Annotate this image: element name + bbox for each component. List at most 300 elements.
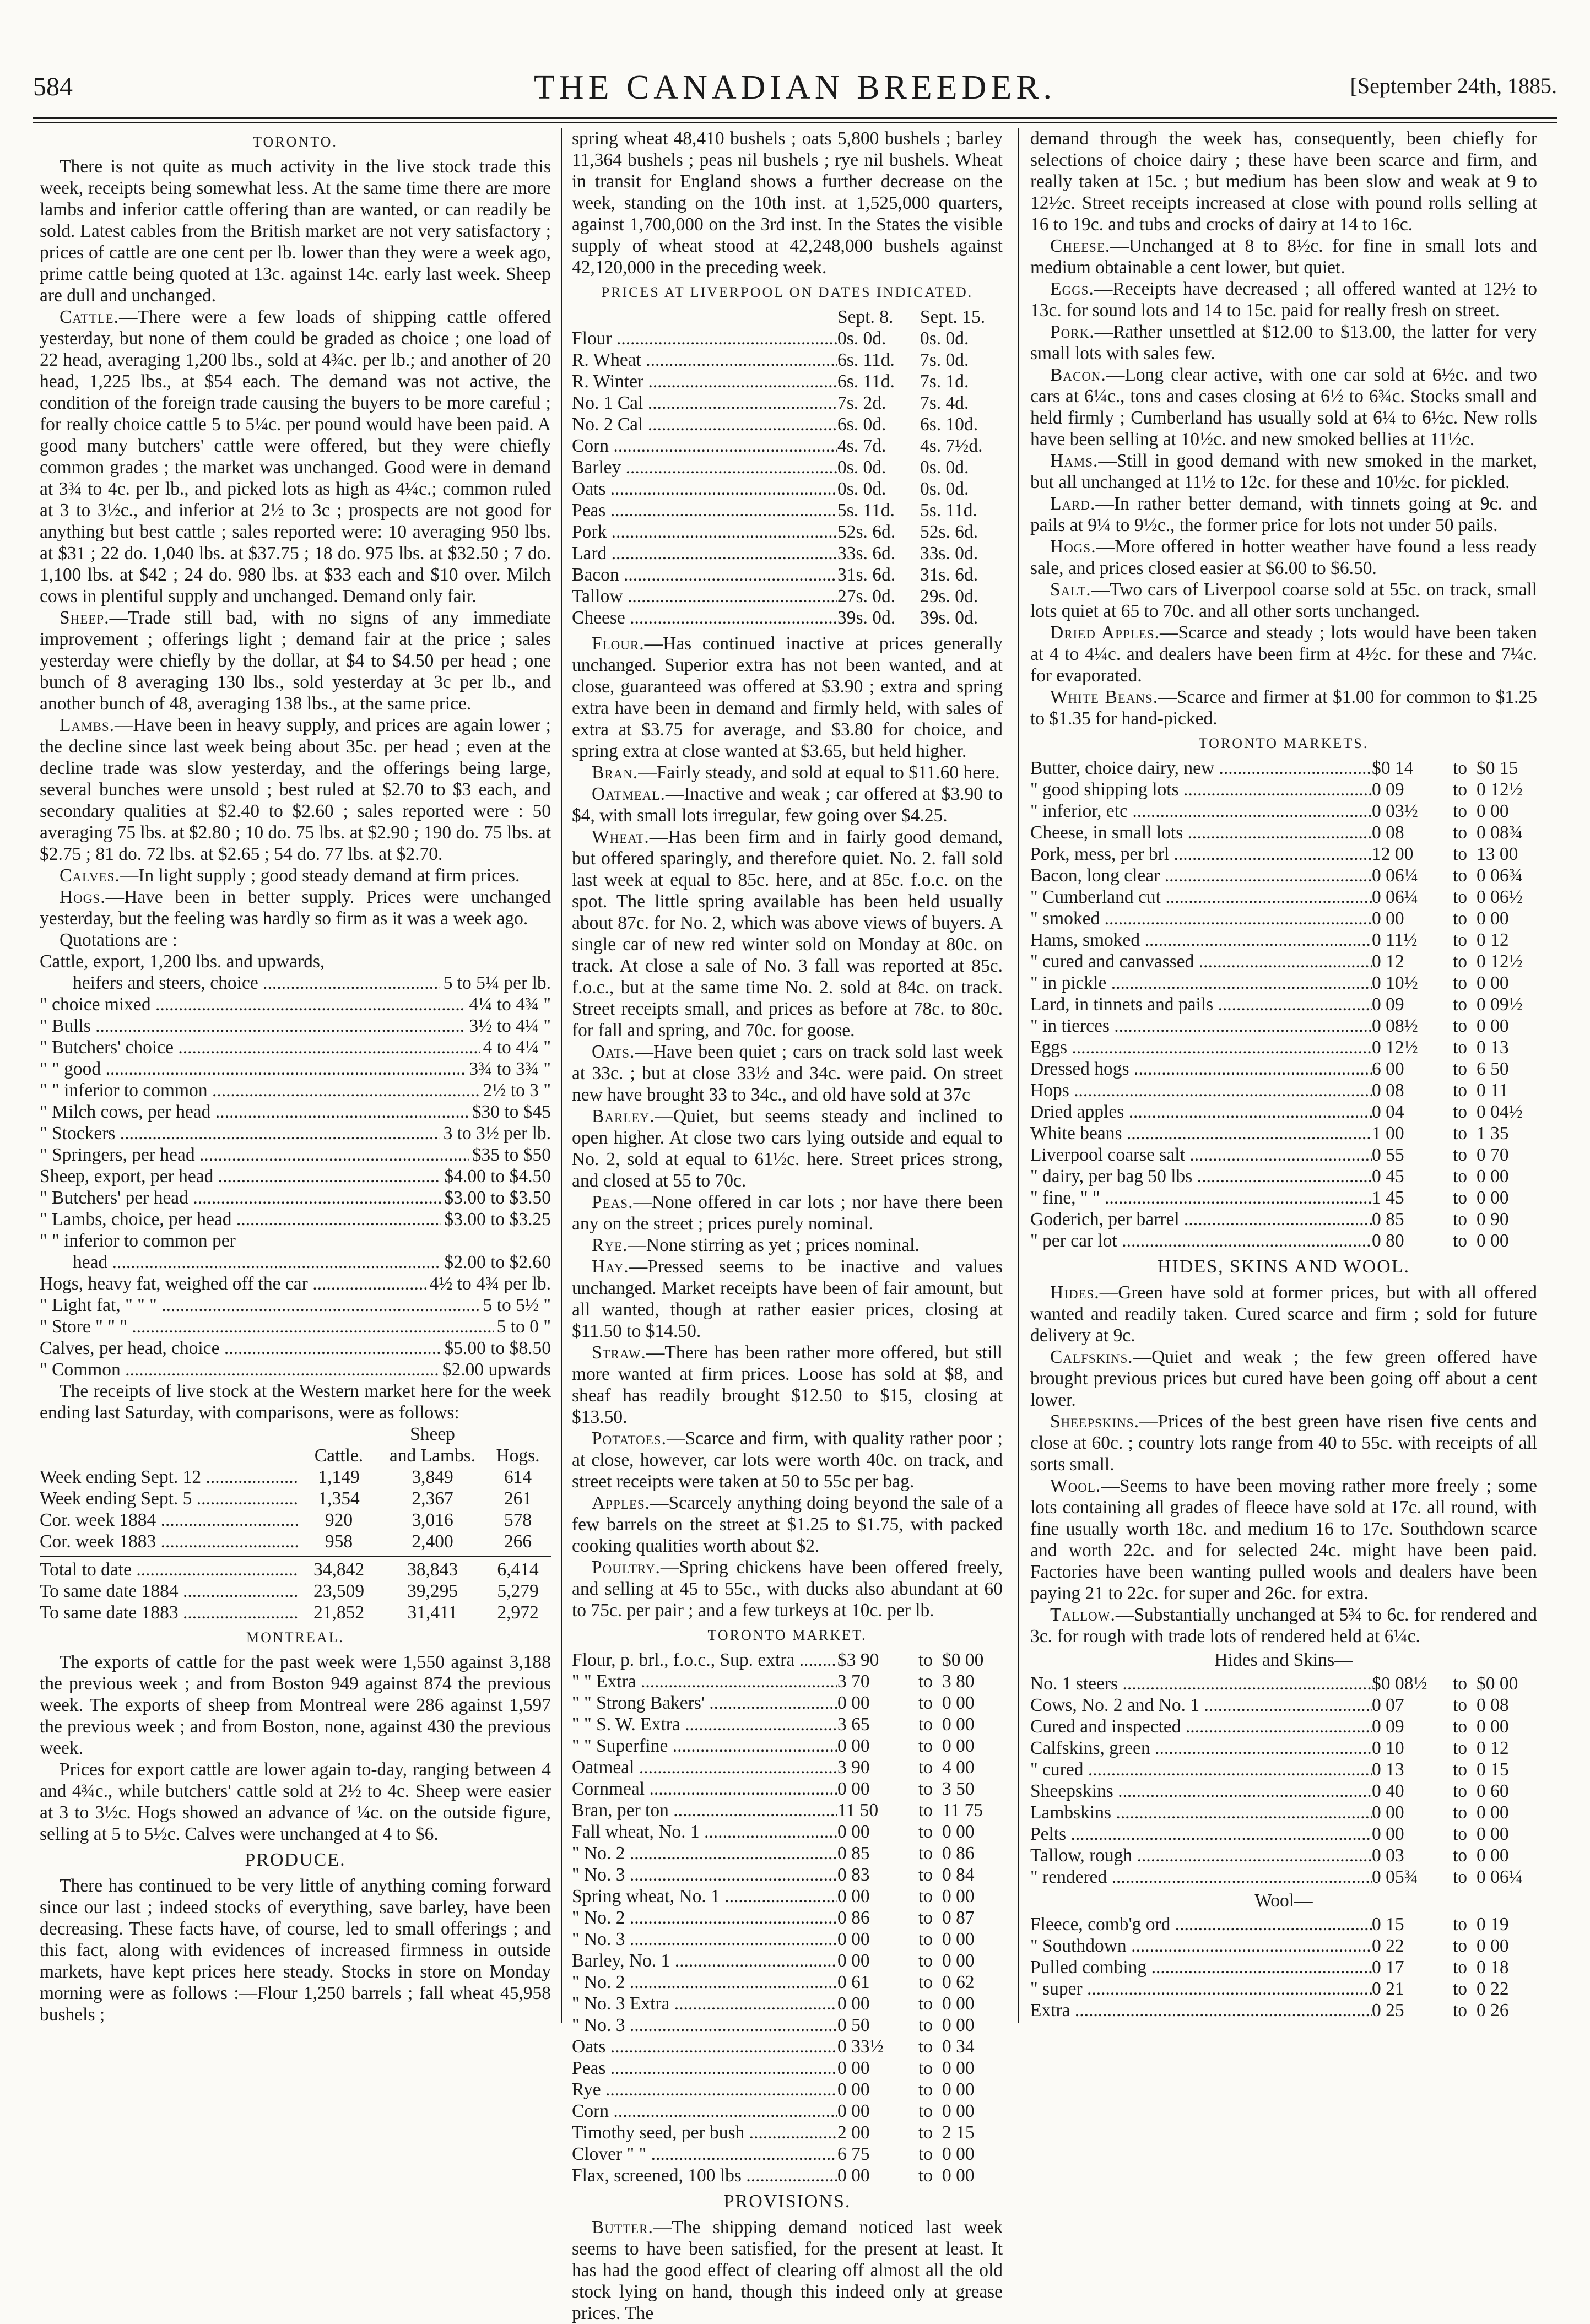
table-cell: 0 10½ xyxy=(1372,973,1418,993)
table-cell: to xyxy=(918,1736,933,1756)
hides-skins-table xyxy=(1030,1673,1537,1888)
section-heading: PRICES AT LIVERPOOL ON DATES INDICATED. xyxy=(601,284,974,300)
paragraph-text: —In rather better demand, with tinnets going at 9c. and pails at 9¼ to 9½c., the former price for lots not under 50 pails. xyxy=(1030,494,1537,535)
quotation-row xyxy=(40,1337,551,1359)
table-row xyxy=(572,564,1003,586)
paragraph-lead: Cattle. xyxy=(60,307,119,327)
paragraph xyxy=(1030,321,1537,364)
table-cell: 0 00 xyxy=(837,1886,870,1906)
toronto-markets-table xyxy=(1030,757,1537,1252)
table-cell: 0 13 xyxy=(1372,1759,1404,1780)
table-cell: " No. 3 ..... xyxy=(572,1928,837,1950)
table-cell: " dairy, per bag 50 lbs ..... xyxy=(1030,1166,1372,1187)
table-cell: Corn ..... xyxy=(572,435,837,457)
table-cell: Goderich, per barrel ..... xyxy=(1030,1209,1372,1230)
table-row xyxy=(572,2057,1003,2079)
table-cell: Fall wheat, No. 1 ..... xyxy=(572,1821,837,1843)
table-cell: 4s. 7d. xyxy=(837,436,886,456)
paragraph-lead: Poultry. xyxy=(592,1557,661,1578)
table-cell: 0 80 xyxy=(1372,1231,1404,1251)
table-cell: No. 1 Cal ..... xyxy=(572,392,837,414)
table-cell: to xyxy=(918,2058,933,2078)
quotation-value: 4¼ to 4¾ " xyxy=(469,994,551,1015)
table-cell: Peas ..... xyxy=(572,2057,837,2079)
table-row xyxy=(1030,1694,1537,1716)
paragraph xyxy=(572,1492,1003,1557)
table-cell: 0 00 xyxy=(1477,1824,1509,1844)
quotation-value: 3¾ to 3¾ " xyxy=(469,1059,551,1079)
table-row xyxy=(572,1907,1003,1928)
paragraph-text: —Unchanged at 8 to 8½c. for fine in small lots and medium obtainable a cent lower, but quiet. xyxy=(1030,236,1537,278)
table-cell: to xyxy=(918,1972,933,1992)
column-3 xyxy=(1030,128,1537,2021)
table-row xyxy=(572,2014,1003,2036)
quotation-value xyxy=(548,951,551,972)
table-cell: 0 00 xyxy=(942,1714,975,1735)
table-cell: 0 86 xyxy=(837,1908,870,1928)
table-cell: 0 00 xyxy=(942,2058,975,2078)
paragraph-text: —Quiet, but seems steady and inclined to open higher. At close two cars lying outside and equal to No. 2, sold at equal to 61½c. here. Street prices strong, and closed at 55 to 70c. xyxy=(572,1106,1003,1191)
paragraph-lead: Flour. xyxy=(592,633,645,654)
table-cell: Tallow, rough ..... xyxy=(1030,1845,1372,1866)
quotation-label: Cattle, export, 1,200 lbs. and upwards, xyxy=(40,951,325,972)
table-cell: 0s. 0d. xyxy=(837,457,886,478)
table-cell: 0 00 xyxy=(837,1736,870,1756)
table-row xyxy=(1030,800,1537,822)
table-cell: 614 xyxy=(504,1467,532,1487)
table-row xyxy=(40,1559,551,1580)
column-1 xyxy=(40,128,551,2025)
table-cell: " smoked ..... xyxy=(1030,908,1372,929)
table-row xyxy=(1030,994,1537,1015)
table-row xyxy=(572,2143,1003,2165)
paragraph xyxy=(1030,1411,1537,1475)
table-cell: 0 00 xyxy=(837,2165,870,2186)
table-cell: 0 10 xyxy=(1372,1738,1404,1758)
table-row xyxy=(40,1602,551,1623)
table-cell: 5,279 xyxy=(497,1581,539,1601)
paragraph-text: —Scarce and steady ; lots would have been taken at 4 to 4¼c. and dealers have been firm at 4½c. for these and 7¼c. for evaporated. xyxy=(1030,622,1538,686)
table-row xyxy=(1030,1187,1537,1209)
table-cell: 0 06½ xyxy=(1477,887,1523,907)
table-cell: 0 17 xyxy=(1372,1957,1404,1978)
table-cell: to xyxy=(1452,1802,1468,1823)
table-cell: to xyxy=(1452,1188,1468,1208)
paragraph-text: —There has been rather more offered, but still more wanted at firm prices. Loose has sold at $8, and sheaf has readily brought $12.50 to $15, closing at $13.50. xyxy=(572,1342,1003,1427)
table-cell: 3 70 xyxy=(837,1671,870,1692)
table-cell: 0 34 xyxy=(942,2036,975,2057)
paragraph: There has continued to be very little of anything coming forward since our last ; indeed stocks of everything, save barley, have been decreasing. These facts have, of course, led to small offerings ; and this fact, along with evidences of increased firmness in outside markets, have kept prices here steady. Stocks in store on Monday morning were as follows :—Flour 1,250 barrels ; fall wheat 45,958 bushels ; xyxy=(40,1876,551,2025)
table-cell: " per car lot ..... xyxy=(1030,1230,1372,1252)
quotation-value: $2.00 to $2.60 xyxy=(444,1252,551,1272)
table-cell: 7s. 4d. xyxy=(920,393,969,413)
quotation-row xyxy=(40,1359,551,1380)
quotation-row xyxy=(40,1123,551,1144)
table-cell: 1 35 xyxy=(1477,1123,1509,1144)
table-row xyxy=(572,1649,1003,1671)
table-row xyxy=(572,543,1003,564)
quotation-label: " Butchers' choice ..... xyxy=(40,1037,480,1058)
table-cell: 3 50 xyxy=(942,1779,975,1799)
table-cell: 0s. 0d. xyxy=(920,328,969,349)
table-cell: 5s. 11d. xyxy=(837,500,895,521)
col-head xyxy=(485,1423,551,1445)
paragraph xyxy=(572,633,1003,762)
table-cell: to xyxy=(918,2122,933,2143)
table-cell: " cured and canvassed ..... xyxy=(1030,951,1372,972)
table-cell: 0 70 xyxy=(1477,1145,1509,1165)
table-cell: Cheese, in small lots ..... xyxy=(1030,822,1372,843)
table-cell: to xyxy=(918,1757,933,1778)
paragraph xyxy=(572,1342,1003,1428)
table-cell: 0 00 xyxy=(942,1693,975,1713)
paragraph-lead: Bran. xyxy=(592,762,639,783)
table-cell: 29s. 0d. xyxy=(920,586,978,606)
table-cell: 0 33½ xyxy=(837,2036,884,2057)
table-cell: " inferior, etc ..... xyxy=(1030,800,1372,822)
table-cell: 0 86 xyxy=(942,1843,975,1863)
table-cell: 0 08 xyxy=(1372,822,1404,843)
table-cell: 0 12½ xyxy=(1477,779,1523,800)
table-cell: 2 15 xyxy=(942,2122,975,2143)
table-cell: Cor. week 1883 ..... xyxy=(40,1531,298,1552)
paragraph xyxy=(1030,235,1537,278)
table-cell: 0 00 xyxy=(1477,1016,1509,1036)
table-row xyxy=(1030,1866,1537,1888)
table-cell: $0 15 xyxy=(1477,758,1518,778)
table-cell: to xyxy=(918,1671,933,1692)
table-row xyxy=(1030,2000,1537,2021)
table-cell: to xyxy=(1452,2000,1468,2020)
table-cell: Pork ..... xyxy=(572,521,837,543)
table-cell: to xyxy=(1452,1123,1468,1144)
quotation-label: " Butchers' per head ..... xyxy=(40,1187,441,1209)
table-cell: 0 00 xyxy=(1372,1824,1404,1844)
quotation-value: $5.00 to $8.50 xyxy=(444,1338,551,1358)
paragraph xyxy=(572,1041,1003,1106)
table-cell: 27s. 0d. xyxy=(837,586,896,606)
table-cell: to xyxy=(918,2101,933,2121)
paragraph-text: —Seems to have been moving rather more freely ; some lots containing all grades of fleece have sold at 17c. all round, with fine usually worth 18c. and medium 16 to 17c. Southdown scarce and worth 22c. and for selected 24c. might have been paid. Factories have been wanting pulled wools and dealers have been paying 21 to 22c. for super and 26c. for extra. xyxy=(1030,1476,1537,1603)
table-row xyxy=(1030,1123,1537,1144)
paragraph-text: —Have been quiet ; cars on track sold last week at 33c. ; but at close 33½ and 34c. were paid. On street new have brought 33 to 34c., and old have sold at 37c xyxy=(572,1042,1003,1105)
table-cell: 6 00 xyxy=(1372,1059,1404,1079)
table-row xyxy=(1030,1080,1537,1101)
paragraph-lead: Sheepskins. xyxy=(1050,1411,1139,1432)
table-cell: to xyxy=(1452,865,1468,886)
table-row xyxy=(1030,1845,1537,1866)
table-row xyxy=(1030,822,1537,843)
table-cell: " No. 3 ..... xyxy=(572,1864,837,1886)
table-row xyxy=(572,392,1003,414)
table-cell: 0 87 xyxy=(942,1908,975,1928)
table-row xyxy=(572,521,1003,543)
paragraph-text: —Have been in better supply. Prices were unchanged yesterday, but the feeling was hardly so firm as it was a week ago. xyxy=(40,887,551,929)
table-row xyxy=(572,2122,1003,2143)
quotation-row xyxy=(40,1101,551,1123)
table-row xyxy=(40,1531,551,1552)
table-cell: 0 00 xyxy=(942,2015,975,2035)
paragraph-lead: White Beans. xyxy=(1050,687,1159,707)
table-row xyxy=(1030,1037,1537,1058)
table-cell: 0 04½ xyxy=(1477,1102,1523,1122)
paragraph-text: —None stirring as yet ; prices nominal. xyxy=(628,1235,920,1255)
table-cell: 0 00 xyxy=(1372,908,1404,929)
table-row xyxy=(572,1993,1003,2014)
table-cell: 0 00 xyxy=(1372,1802,1404,1823)
paragraph-lead: Pork. xyxy=(1050,322,1095,342)
table-cell: 39s. 0d. xyxy=(920,608,978,628)
section-heading: TORONTO MARKET. xyxy=(707,1627,867,1643)
table-row xyxy=(40,1488,551,1509)
table-row xyxy=(1030,1914,1537,1935)
table-cell: 0 04 xyxy=(1372,1102,1404,1122)
quotation-row xyxy=(40,1273,551,1294)
table-cell: 0 00 xyxy=(1477,1716,1509,1737)
table-cell: to xyxy=(1452,1080,1468,1101)
table-cell: $0 00 xyxy=(942,1650,984,1670)
table-cell: 6s. 11d. xyxy=(837,350,895,370)
quotation-label: " choice mixed ..... xyxy=(40,994,466,1015)
table-cell: to xyxy=(1452,779,1468,800)
table-cell: 11 50 xyxy=(837,1800,879,1821)
table-cell: Peas ..... xyxy=(572,500,837,521)
table-cell: 39,295 xyxy=(407,1581,458,1601)
table-cell: 0 06¼ xyxy=(1372,865,1418,886)
paragraph xyxy=(40,607,551,714)
table-cell: to xyxy=(1452,973,1468,993)
paragraph-lead: Butter. xyxy=(592,2217,653,2238)
table-cell: 0 85 xyxy=(837,1843,870,1863)
col-head xyxy=(572,306,837,328)
table-cell: to xyxy=(1452,1845,1468,1866)
table-cell: to xyxy=(918,2144,933,2164)
paragraph xyxy=(1030,1604,1537,1647)
table-cell: 0 21 xyxy=(1372,1979,1404,1999)
section-heading: MONTREAL. xyxy=(246,1629,344,1645)
table-cell: To same date 1883 ..... xyxy=(40,1602,298,1623)
table-cell: Hams, smoked ..... xyxy=(1030,929,1372,951)
table-cell: Butter, choice dairy, new ..... xyxy=(1030,757,1372,779)
table-cell: 23,509 xyxy=(313,1581,365,1601)
table-cell: Bran, per ton ..... xyxy=(572,1800,837,1821)
table-cell: " super ..... xyxy=(1030,1978,1372,2000)
quotation-value: 5 to 5½ " xyxy=(483,1295,551,1315)
table-cell: " " Superfine ..... xyxy=(572,1735,837,1757)
table-cell: to xyxy=(1452,1716,1468,1737)
col-head: Sept. 15. xyxy=(920,307,986,327)
table-cell: 920 xyxy=(325,1510,353,1530)
table-cell: 4s. 7½d. xyxy=(920,436,983,456)
quotation-value: $35 to $50 xyxy=(472,1145,551,1165)
paragraph xyxy=(40,714,551,865)
table-cell: to xyxy=(1452,1957,1468,1978)
table-cell: 0 03½ xyxy=(1372,801,1418,821)
table-cell: 3,849 xyxy=(412,1467,453,1487)
table-cell: $3 90 xyxy=(837,1650,879,1670)
table-cell: Corn ..... xyxy=(572,2100,837,2122)
paragraph xyxy=(1030,1346,1537,1411)
quotation-label: Calves, per head, choice ..... xyxy=(40,1337,441,1359)
table-cell: 0 06¾ xyxy=(1477,865,1523,886)
table-row xyxy=(1030,1978,1537,2000)
table-header xyxy=(572,306,1003,328)
paragraph-text: —Scarcely anything doing beyond the sale of a few barrels on the street at $1.25 to $1.75, with packed cooking qualities worth about $2. xyxy=(572,1493,1003,1556)
table-cell: to xyxy=(1452,758,1468,778)
table-cell: 6 75 xyxy=(837,2144,870,2164)
table-cell: Dressed hogs ..... xyxy=(1030,1058,1372,1080)
paragraph-lead: Hay. xyxy=(592,1256,629,1277)
table-cell: 0 08 xyxy=(1372,1080,1404,1101)
table-cell: Calfskins, green ..... xyxy=(1030,1737,1372,1759)
paragraph-text: —Scarce and firm, with quality rather poor ; at close, however, car lots were worth 40c. on track, and street receipts were taken at 50 to 55c per bag. xyxy=(572,1428,1003,1492)
quotation-label: " Stockers ..... xyxy=(40,1123,440,1144)
paragraph-lead: Lambs. xyxy=(60,715,115,735)
table-row xyxy=(1030,951,1537,972)
table-cell: 0 22 xyxy=(1477,1979,1509,1999)
quotation-label: " " inferior to common per xyxy=(40,1231,236,1251)
table-cell: 2,972 xyxy=(497,1602,539,1623)
paragraph-lead: Calfskins. xyxy=(1050,1347,1133,1367)
table-cell: 0 08¾ xyxy=(1477,822,1523,843)
paragraph xyxy=(1030,278,1537,321)
table-cell: 31s. 6d. xyxy=(920,565,978,585)
table-cell: 0 45 xyxy=(1372,1166,1404,1187)
paragraph-lead: Potatoes. xyxy=(592,1428,667,1449)
paragraph-lead: Hams. xyxy=(1050,451,1099,471)
table-cell: 0 00 xyxy=(837,2101,870,2121)
table-cell: Extra ..... xyxy=(1030,2000,1372,2021)
table-row xyxy=(1030,908,1537,929)
table-cell: 7s. 1d. xyxy=(920,371,969,392)
table-row xyxy=(572,328,1003,349)
quotation-value: 2½ to 3 " xyxy=(483,1080,551,1101)
table-cell: 0 18 xyxy=(1477,1957,1509,1978)
table-cell: 0 00 xyxy=(1477,1845,1509,1866)
table-cell: 21,852 xyxy=(313,1602,365,1623)
paragraph-lead: Rye. xyxy=(592,1235,628,1255)
table-cell: to xyxy=(1452,1209,1468,1229)
table-cell: Eggs ..... xyxy=(1030,1037,1372,1058)
quotation-label: head ..... xyxy=(73,1252,441,1273)
table-cell: to xyxy=(1452,822,1468,843)
quotation-row xyxy=(40,1144,551,1166)
table-cell: to xyxy=(918,2079,933,2100)
table-row xyxy=(1030,1166,1537,1187)
table-cell: " Cumberland cut ..... xyxy=(1030,886,1372,908)
table-cell: Cheese ..... xyxy=(572,607,837,629)
table-cell: Tallow ..... xyxy=(572,586,837,607)
table-cell: $0 14 xyxy=(1372,758,1414,778)
table-cell: 0 55 xyxy=(1372,1145,1404,1165)
quotations-table xyxy=(40,951,551,1380)
table-cell: 261 xyxy=(504,1488,532,1509)
table-cell: Barley, No. 1 ..... xyxy=(572,1950,837,1971)
table-cell: 1,354 xyxy=(318,1488,360,1509)
table-row xyxy=(572,2165,1003,2186)
paragraph: demand through the week has, consequently, been chiefly for selections of choice dairy ; these have been scarce and firm, and really taken at 15c. ; but medium has been slow and weak at 9 to 12½c. Street receipts increased at close with pound rolls selling at 16 to 19c. and tubs and crocks of dairy at 14 to 16c. xyxy=(1030,128,1537,235)
table-cell: 6s. 0d. xyxy=(837,414,886,435)
paragraph-lead: Hogs. xyxy=(1050,537,1096,557)
table-cell: 0 12 xyxy=(1372,951,1404,972)
subheading: Hides and Skins— xyxy=(1214,1650,1353,1670)
table-cell: 13 00 xyxy=(1477,844,1518,864)
table-cell: to xyxy=(1452,1016,1468,1036)
table-cell: 0 00 xyxy=(1477,1188,1509,1208)
table-cell: 0 11 xyxy=(1477,1080,1508,1101)
quotation-label: " " good ..... xyxy=(40,1058,466,1080)
col-head: Hogs. xyxy=(496,1445,540,1466)
table-cell: 0s. 0d. xyxy=(837,479,886,499)
table-cell: 0 26 xyxy=(1477,2000,1509,2020)
table-row xyxy=(572,457,1003,478)
table-cell: 6 50 xyxy=(1477,1059,1509,1079)
table-cell: " No. 3 Extra ..... xyxy=(572,1993,837,2014)
paragraph-lead: Lard. xyxy=(1050,494,1096,514)
table-row xyxy=(572,1800,1003,1821)
table-cell: 0 62 xyxy=(942,1972,975,1992)
table-cell: " in pickle ..... xyxy=(1030,972,1372,994)
table-cell: to xyxy=(918,1951,933,1971)
table-cell: 0 00 xyxy=(942,2165,975,2186)
paragraph xyxy=(1030,1475,1537,1604)
table-cell: Week ending Sept. 5 ..... xyxy=(40,1488,298,1509)
quotation-row xyxy=(40,994,551,1015)
table-cell: to xyxy=(918,1822,933,1842)
table-cell: to xyxy=(1452,1673,1468,1694)
table-cell: to xyxy=(918,1929,933,1949)
table-cell: to xyxy=(918,2165,933,2186)
table-cell: to xyxy=(1452,801,1468,821)
quotation-row xyxy=(40,1037,551,1058)
table-cell: 0 06¼ xyxy=(1372,887,1418,907)
table-row xyxy=(572,1671,1003,1692)
quotation-value: 3½ to 4¼ " xyxy=(469,1016,551,1036)
table-row xyxy=(572,414,1003,435)
quotation-label: Hogs, heavy fat, weighed off the car ..... xyxy=(40,1273,426,1294)
paragraph-text: —Trade still bad, with no signs of any immediate improvement ; offerings light ; demand fair at the price ; sales yesterday were chiefly by the dollar, at $4 to $4.50 per head ; one bunch of 8 averaging 130 lbs., sold yesterday at 3c per lb., and another bunch of 48, averaging 138 lbs., at the same price. xyxy=(40,608,551,714)
paragraph xyxy=(1030,364,1537,450)
table-cell: 0 00 xyxy=(837,1822,870,1842)
table-cell: White beans ..... xyxy=(1030,1123,1372,1144)
table-cell: 0 00 xyxy=(837,2058,870,2078)
table-cell: 3,016 xyxy=(412,1510,453,1530)
paragraph xyxy=(572,1106,1003,1191)
table-cell: " cured ..... xyxy=(1030,1759,1372,1780)
table-cell: to xyxy=(1452,1102,1468,1122)
paragraph: There is not quite as much activity in the live stock trade this week, receipts being somewhat less. At the same time there are more lambs and inferior cattle offering than are wanted, or can readily be sold. Latest cables from the British market are not very satisfactory ; prices of cattle are one cent per lb. lower than they were a week ago, prime cattle being quoted at 13c. against 14c. early last week. Sheep are dull and unchanged. xyxy=(40,156,551,306)
table-cell: 0 12½ xyxy=(1477,951,1523,972)
table-cell: Rye ..... xyxy=(572,2079,837,2100)
table-row xyxy=(572,500,1003,521)
paragraph xyxy=(572,826,1003,1041)
quotation-row xyxy=(40,1058,551,1080)
table-cell: 0 84 xyxy=(942,1865,975,1885)
table-cell: to xyxy=(918,1843,933,1863)
quotation-row xyxy=(40,951,551,972)
toronto-market-table xyxy=(572,1649,1003,2186)
quotation-value: 5 to 5¼ per lb. xyxy=(443,973,551,993)
table-cell: Dried apples ..... xyxy=(1030,1101,1372,1123)
quotation-row xyxy=(40,972,551,994)
table-cell: 12 00 xyxy=(1372,844,1414,864)
quotation-label: " Lambs, choice, per head ..... xyxy=(40,1209,441,1230)
paragraph-text: —Pressed seems to be inactive and values unchanged. Market receipts have been of fair amount, but all wanted, though at rather easier prices, closing at $11.50 to $14.50. xyxy=(572,1256,1003,1341)
table-cell: to xyxy=(1452,887,1468,907)
quotation-label: " Bulls ..... xyxy=(40,1015,466,1037)
table-cell: Flour ..... xyxy=(572,328,837,349)
table-header xyxy=(40,1423,551,1445)
